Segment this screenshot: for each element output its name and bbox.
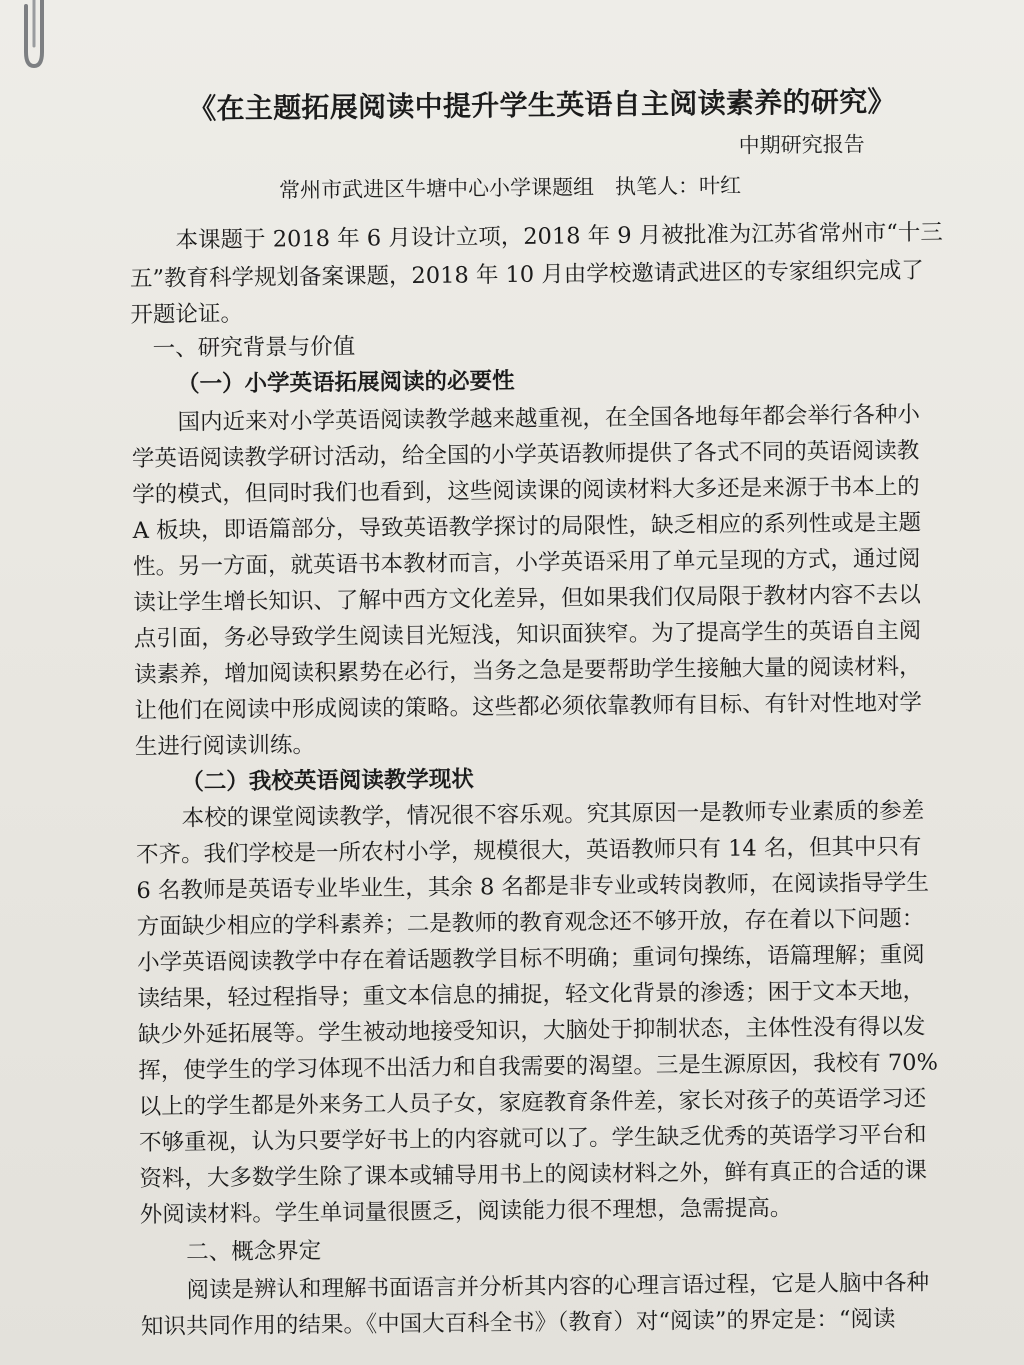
- body-line: 让他们在阅读中形成阅读的策略。这些都必须依靠教师有目标、有针对性地对学: [134, 689, 923, 724]
- intro-line: 开题论证。: [130, 300, 244, 328]
- section1-2-heading: （二）我校英语阅读教学现状: [181, 766, 474, 796]
- paper-clip-icon: [12, 0, 56, 76]
- body-line: 不齐。我们学校是一所农村小学，规模很大，英语教师只有 14 名，但其中只有: [135, 833, 922, 868]
- body-line: 生进行阅读训练。: [134, 732, 316, 760]
- body-line: 挥，使学生的学习体现不出活力和自我需要的渴望。三是生源原因，我校有 70%: [138, 1049, 939, 1084]
- body-line: 国内近来对小学英语阅读教学越来越重视，在全国各地每年都会举行各种小: [177, 401, 921, 436]
- body-line: 学的模式，但同时我们也看到，这些阅读课的阅读材料大多还是来源于书本上的: [132, 473, 920, 508]
- body-line: 以上的学生都是外来务工人员子女，家庭教育条件差，家长对孩子的英语学习还: [138, 1085, 927, 1120]
- body-line: 读素养，增加阅读积累势在必行，当务之急是要帮助学生接触大量的阅读材料，: [134, 653, 922, 688]
- section1-heading: 一、研究背景与价值: [152, 333, 356, 362]
- intro-line: 五”教育科学规划备案课题，2018 年 10 月由学校邀请武进区的专家组织完成了: [129, 257, 924, 292]
- body-line: 不够重视，认为只要学好书上的内容就可以了。学生缺乏优秀的英语学习平台和: [138, 1121, 927, 1156]
- body-line: 阅读是辨认和理解书面语言并分析其内容的心理言语过程，它是人脑中各种: [186, 1269, 930, 1304]
- body-line: 外阅读材料。学生单词量很匮乏，阅读能力很不理想，急需提高。: [139, 1195, 793, 1228]
- section1-1-heading: （一）小学英语拓展阅读的必要性: [176, 367, 515, 398]
- body-line: 学英语阅读教学研讨活动，给全国的小学英语教师提供了各式不同的英语阅读教: [131, 437, 920, 472]
- body-line: 性。另一方面，就英语书本教材而言，小学英语采用了单元呈现的方式，通过阅: [132, 545, 921, 580]
- body-line: 知识共同作用的结果。《中国大百科全书》（教育）对“阅读”的界定是：“阅读: [140, 1306, 896, 1340]
- body-line: A 板块，即语篇部分，导致英语教学探讨的局限性，缺乏相应的系列性或是主题: [132, 509, 922, 544]
- body-line: 读让学生增长知识、了解中西方文化差异，但如果我们仅局限于教材内容不去以: [133, 581, 922, 616]
- report-document: [128, 80, 943, 1340]
- section2-heading: 二、概念界定: [186, 1238, 322, 1266]
- body-line: 资料，大多数学生除了课本或辅导用书上的阅读材料之外，鲜有真正的合适的课: [139, 1157, 928, 1192]
- body-line: 小学英语阅读教学中存在着话题教学目标不明确；重词句操练，语篇理解；重阅: [137, 941, 925, 976]
- body-line: 缺少外延拓展等。学生被动地接受知识，大脑处于抑制状态，主体性没有得以发: [137, 1013, 926, 1048]
- body-line: 读结果，轻过程指导；重文本信息的捕捉，轻文化背景的渗透；困于文本天地，: [137, 977, 926, 1012]
- body-line: 方面缺少相应的学科素养；二是教师的教育观念还不够开放，存在着以下问题：: [136, 905, 925, 940]
- body-line: 6 名教师是英语专业毕业生，其余 8 名都是非专业或转岗教师，在阅读指导学生: [136, 869, 930, 904]
- report-title: 《在主题拓展阅读中提升学生英语自主阅读素养的研究》: [188, 84, 896, 126]
- body-line: 本校的课堂阅读教学，情况很不容乐观。究其原因一是教师专业素质的参差: [181, 797, 925, 832]
- report-subtitle: 中期研究报告: [738, 132, 865, 158]
- intro-line: 本课题于 2018 年 6 月设计立项，2018 年 9 月被批准为江苏省常州市“十三: [175, 219, 943, 254]
- author-line: 常州市武进区牛塘中心小学课题组 执笔人：叶红: [278, 173, 742, 203]
- body-line: 点引面，务必导致学生阅读目光短浅，知识面狭窄。为了提高学生的英语自主阅: [133, 617, 922, 652]
